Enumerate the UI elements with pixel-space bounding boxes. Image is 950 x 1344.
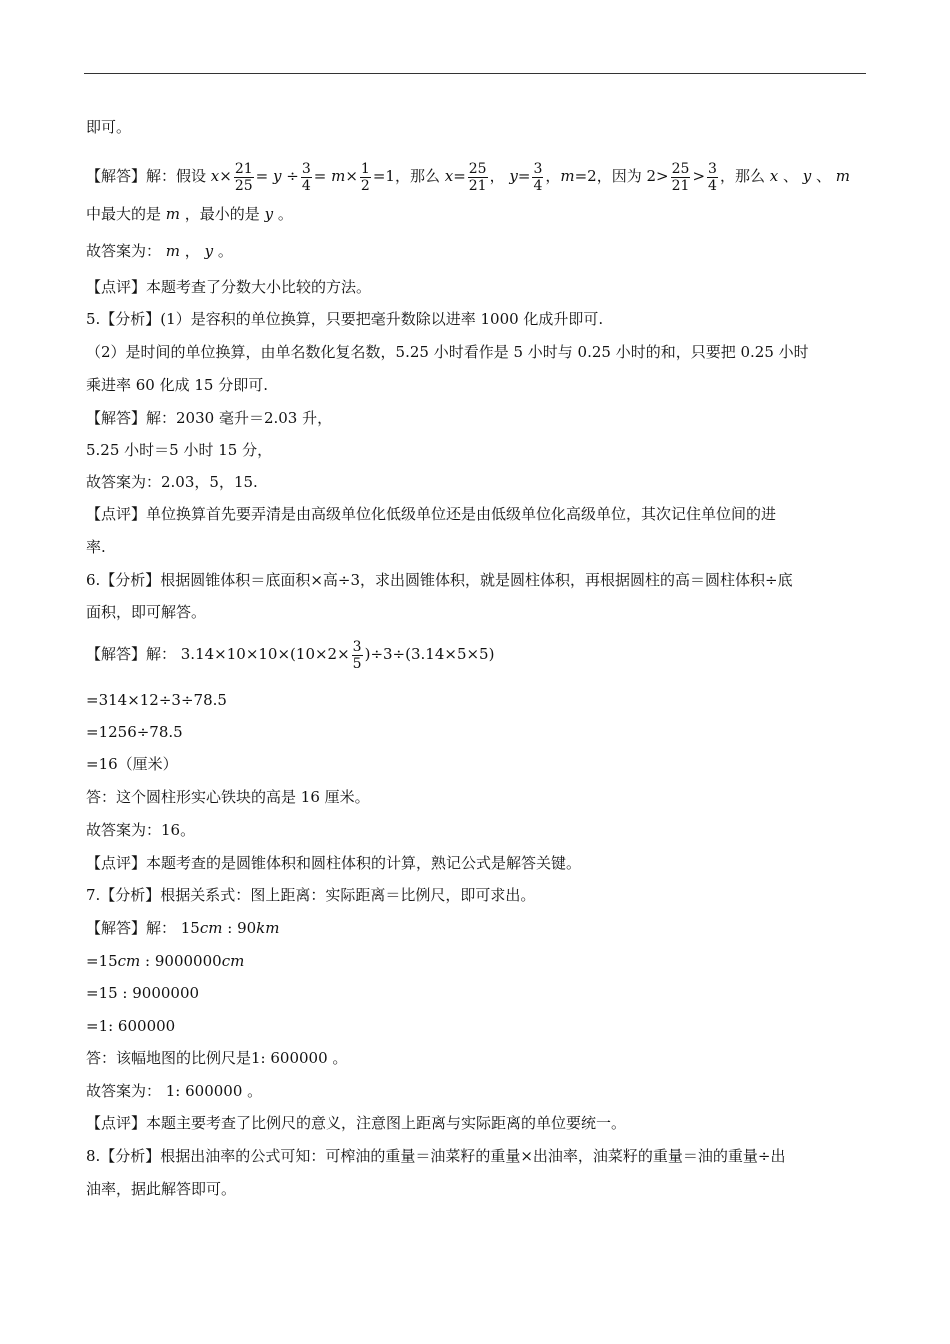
text-line: 【点评】本题考查了分数大小比较的方法。: [86, 278, 372, 296]
text-line: 6.【分析】根据圆锥体积＝底面积×高÷3，求出圆锥体积，就是圆柱体积，再根据圆柱的高＝圆柱体积÷底: [86, 571, 793, 589]
fraction: [352, 639, 363, 672]
text-line: 面积，即可解答。: [86, 603, 207, 621]
denominator: 21: [671, 177, 690, 194]
text: ×: [219, 167, 232, 185]
text: ÷: [281, 167, 299, 185]
denominator: 25: [234, 177, 253, 194]
text-line: [86, 203, 866, 225]
var-x: x: [769, 167, 779, 185]
text: 【解答】解：假设: [86, 167, 211, 185]
numerator: 3: [352, 638, 362, 655]
text-line: 【点评】本题主要考查了比例尺的意义，注意图上距离与实际距离的单位要统一。: [86, 1114, 627, 1132]
text: ，最小的是: [180, 205, 265, 223]
numerator: 1: [360, 160, 370, 177]
unit: cm: [221, 952, 245, 970]
var-m: m: [165, 205, 181, 223]
denominator: 21: [468, 177, 487, 194]
numerator: 3: [301, 160, 311, 177]
text-line: 答：这个圆柱形实心铁块的高是 16 厘米。: [86, 788, 370, 806]
text: 、: [811, 167, 836, 185]
text: 故答案为：: [86, 242, 166, 260]
text: ，那么: [719, 167, 770, 185]
header-rule: [84, 73, 866, 74]
text-line: [86, 917, 866, 939]
text-line: 8.【分析】根据出油率的公式可知：可榨油的重量＝油菜籽的重量×出油率，油菜籽的重量＝油的重量÷出: [86, 1147, 786, 1165]
text-line: 故答案为： 1: 600000 。: [86, 1082, 263, 1100]
text-line: 【点评】本题考查的是圆锥体积和圆柱体积的计算，熟记公式是解答关键。: [86, 854, 582, 872]
unit: km: [256, 919, 280, 937]
numerator: 3: [708, 160, 717, 177]
numerator: 3: [533, 160, 543, 177]
text-line: 率.: [86, 538, 106, 556]
text-line: =16（厘米）: [86, 755, 178, 773]
var-y: y: [509, 167, 518, 185]
text-line: 即可。: [86, 118, 132, 136]
fraction: [360, 161, 371, 194]
text-line: =15 : 9000000: [86, 984, 200, 1002]
text: 【解答】解： 15: [86, 919, 200, 937]
var-y: y: [273, 167, 282, 185]
text: =: [517, 167, 531, 185]
numerator: 25: [468, 160, 487, 177]
var-x: x: [210, 167, 220, 185]
text: =: [313, 167, 332, 185]
text: 【解答】解： 3.14×10×10×(10×2×: [86, 645, 350, 663]
text: )÷3÷(3.14×5×5): [364, 645, 495, 663]
text-line: 5.25 小时＝5 小时 15 分，: [86, 441, 273, 459]
text-line: =1256÷78.5: [86, 723, 183, 741]
numerator: 21: [234, 160, 253, 177]
denominator: 4: [533, 177, 543, 194]
text: ，: [545, 167, 561, 185]
text-line: 答：该幅地图的比例尺是1: 600000 。: [86, 1049, 348, 1067]
unit: cm: [199, 919, 223, 937]
var-y: y: [264, 205, 274, 223]
fraction: [532, 161, 543, 194]
fraction: [468, 161, 488, 194]
var-x: x: [444, 167, 454, 185]
text-line: =1: 600000: [86, 1017, 176, 1035]
text: 、: [778, 167, 803, 185]
text: ，: [180, 242, 205, 260]
text-line: [86, 240, 866, 262]
text: : 90: [222, 919, 257, 937]
var-y: y: [204, 242, 214, 260]
text-line: 7.【分析】根据关系式：图上距离：实际距离＝比例尺，即可求出。: [86, 886, 536, 904]
text: 中最大的是: [86, 205, 166, 223]
denominator: 4: [708, 177, 717, 194]
text: ，: [489, 167, 510, 185]
text: >: [692, 167, 706, 185]
fraction: [234, 161, 254, 194]
var-m: m: [835, 167, 850, 185]
denominator: 2: [360, 177, 370, 194]
text-line: =314×12÷3÷78.5: [86, 691, 227, 709]
text-line: 【点评】单位换算首先要弄清是由高级单位化低级单位还是由低级单位化高级单位，其次记住单位间的进: [86, 505, 777, 523]
answer-line-formula: [86, 634, 866, 674]
text-line: 故答案为：2.03，5，15.: [86, 473, 258, 491]
text-line: 故答案为：16。: [86, 821, 196, 839]
fraction: [671, 161, 691, 194]
text: ×: [345, 167, 358, 185]
text: : 9000000: [140, 952, 222, 970]
text: =2，因为 2>: [574, 167, 669, 185]
var-y: y: [802, 167, 812, 185]
text: 。: [273, 205, 293, 223]
text: =15: [86, 952, 118, 970]
text: =1，那么: [372, 167, 445, 185]
text-line: 【解答】解：2030 毫升＝2.03 升，: [86, 409, 333, 427]
text-line: 乘进率 60 化成 15 分即可.: [86, 376, 269, 394]
numerator: 25: [671, 160, 690, 177]
text: =: [453, 167, 466, 185]
text-line: （2）是时间的单位换算，由单名数化复名数，5.25 小时看作是 5 小时与 0.25 小时的和，只要把 0.25 小时: [86, 343, 809, 361]
text-line: 5.【分析】(1）是容积的单位换算，只要把毫升数除以进率 1000 化成升即可.: [86, 310, 604, 328]
fraction: [707, 161, 718, 194]
fraction: [301, 161, 312, 194]
answer-line-fractions: [86, 156, 866, 196]
var-m: m: [165, 242, 181, 260]
var-m: m: [331, 167, 346, 185]
text: =: [255, 167, 273, 185]
text-line: [86, 950, 866, 972]
text: 。: [213, 242, 233, 260]
text-line: 油率，据此解答即可。: [86, 1180, 237, 1198]
unit: cm: [117, 952, 141, 970]
denominator: 4: [301, 177, 311, 194]
var-m: m: [560, 167, 575, 185]
denominator: 5: [352, 655, 362, 672]
